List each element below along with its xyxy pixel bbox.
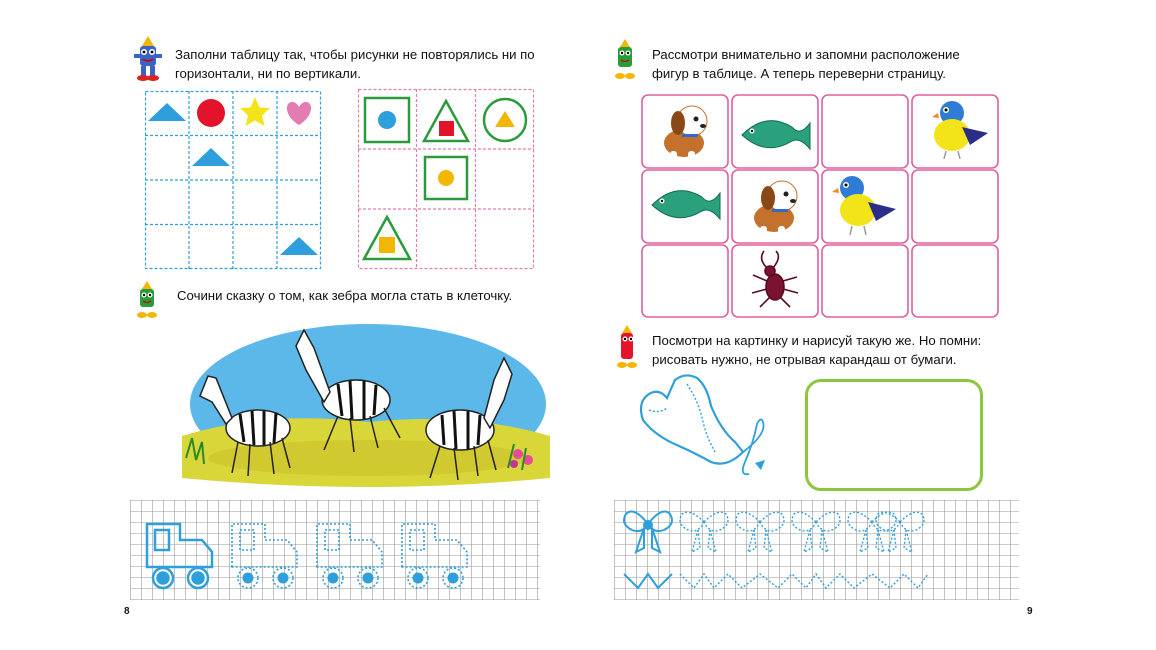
triangle-icon (280, 237, 318, 255)
pencil-mascot-icon (612, 324, 642, 370)
bow-icon (624, 512, 672, 588)
memory-table (640, 93, 1000, 319)
star-icon (240, 97, 270, 126)
page-number-right: 9 (1027, 606, 1033, 617)
circle-icon (197, 99, 225, 127)
bow-trace-icon (736, 512, 784, 552)
fill-table-nested-shapes (358, 89, 534, 269)
square-icon (439, 121, 454, 136)
page-number-left: 8 (124, 606, 130, 617)
trucks-copy-grid (130, 500, 540, 600)
mitten-example (635, 372, 775, 482)
draw-instruction: Посмотри на картинку и нарисуй такую же. Но помни: рисовать нужно, не отрывая карандаш от бумаги. (652, 333, 982, 367)
bow-trace-icon (848, 512, 896, 552)
bow-trace-icon (876, 512, 924, 552)
circle-icon (378, 111, 396, 129)
bow-trace-icon (792, 512, 840, 552)
zebras-illustration (178, 318, 553, 490)
fill-table-shapes (145, 91, 321, 269)
drawing-area[interactable] (805, 379, 983, 491)
pencil-mascot-icon (132, 280, 162, 320)
triangle-icon (495, 111, 515, 127)
bow-trace-icon (680, 512, 728, 552)
zigzag-trace (680, 574, 928, 588)
triangle-icon (148, 103, 186, 121)
memorize-instruction: Рассмотри внимательно и запомни расположение фигур в таблице. А теперь переверни страницу. (652, 47, 960, 81)
pencil-mascot-icon (130, 34, 166, 82)
mitten-icon (641, 375, 743, 463)
heart-icon (287, 102, 311, 125)
bows-copy-grid (614, 500, 1019, 600)
task2-instruction: Сочини сказку о том, как зебра могла стать в клеточку. (177, 288, 513, 303)
task1-instruction: Заполни таблицу так, чтобы рисунки не повторялись ни по горизонтали, ни по вертикали. (175, 47, 535, 81)
pencil-mascot-icon (610, 38, 640, 82)
triangle-icon (192, 148, 230, 166)
circle-icon (438, 170, 454, 186)
square-icon (379, 237, 395, 253)
